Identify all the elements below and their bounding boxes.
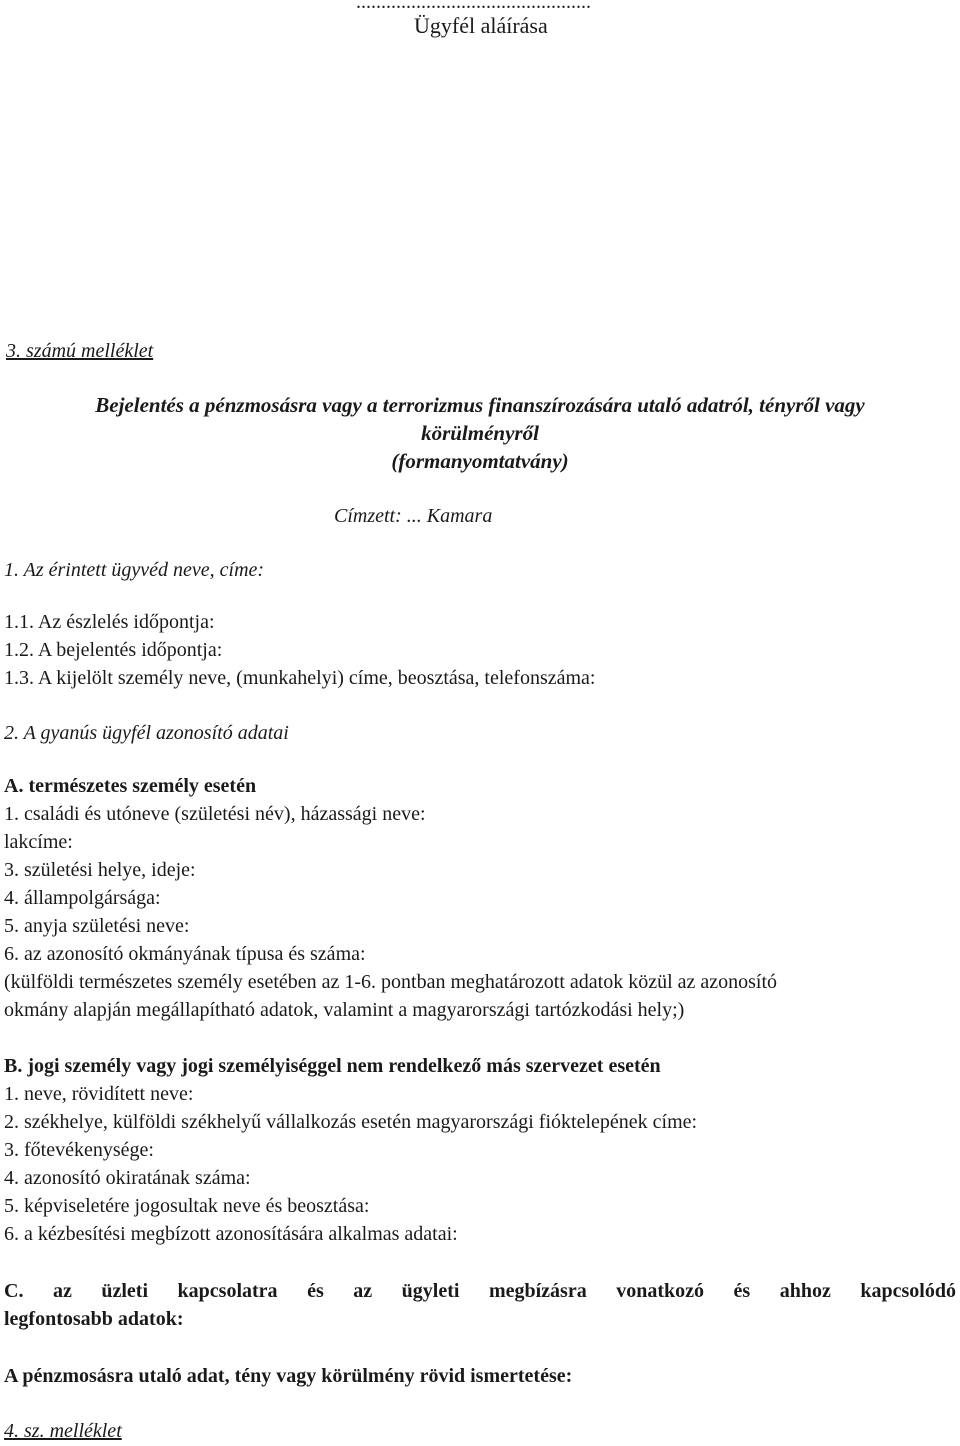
partA-item: 3. születési helye, ideje: (4, 859, 196, 881)
partC-word: C. (4, 1280, 24, 1302)
addressee: Címzett: ... Kamara (334, 505, 493, 527)
partB-item: 2. székhelye, külföldi székhelyű vállalkozás esetén magyarországi fióktelepének címe: (4, 1111, 698, 1133)
partA-item: lakcíme: (4, 831, 73, 853)
document-title-line2: körülményről (421, 421, 539, 445)
section1-item-1-2: 1.2. A bejelentés időpontja: (4, 639, 223, 661)
partA-item: 6. az azonosító okmányának típusa és száma: (4, 943, 366, 965)
partA-item: 1. családi és utóneve (születési név), házassági neve: (4, 803, 426, 825)
section1-item-1-3: 1.3. A kijelölt személy neve, (munkahelyi) címe, beosztása, telefonszáma: (4, 667, 596, 689)
partC-heading-line1 (4, 1279, 956, 1303)
partB-item: 4. azonosító okiratának száma: (4, 1167, 251, 1189)
document-title-line1: Bejelentés a pénzmosásra vagy a terrorizmus finanszírozására utaló adatról, tényről vagy (95, 393, 865, 417)
section1-heading: 1. Az érintett ügyvéd neve, címe: (4, 559, 265, 581)
partC-word: az (52, 1280, 72, 1302)
partC-word: kapcsolódó (860, 1280, 956, 1302)
partA-item: 4. állampolgársága: (4, 887, 161, 909)
annex4-heading: 4. sz. melléklet (4, 1420, 122, 1442)
partA-heading: A. természetes személy esetén (4, 775, 257, 797)
partC-word: és (733, 1280, 751, 1302)
annex3-heading: 3. számú melléklet (6, 340, 154, 362)
summary-heading: A pénzmosásra utaló adat, tény vagy körülmény rövid ismertetése: (4, 1365, 573, 1387)
partC-word: az (353, 1280, 373, 1302)
document-title-line3: (formanyomtatvány) (391, 449, 569, 473)
signature-label: Ügyfél aláírása (414, 13, 548, 38)
partA-note-line1: (külföldi természetes személy esetében az 1-6. pontban meghatározott adatok közül az azonosító (4, 971, 778, 993)
section1-item-1-1: 1.1. Az észlelés időpontja: (4, 611, 215, 633)
partC-word: és (307, 1280, 324, 1302)
partB-item: 3. főtevékenysége: (4, 1139, 154, 1161)
partB-item: 1. neve, rövidített neve: (4, 1083, 194, 1105)
partC-word: kapcsolatra (177, 1280, 278, 1302)
partB-heading: B. jogi személy vagy jogi személyiséggel nem rendelkező más szervezet esetén (4, 1055, 661, 1077)
signature-dots: ............................................... (356, 0, 591, 13)
partB-item: 5. képviseletére jogosultak neve és beosztása: (4, 1195, 370, 1217)
partA-item: 5. anyja születési neve: (4, 915, 190, 937)
partC-word: üzleti (101, 1280, 149, 1302)
partC-word: ügyleti (401, 1280, 460, 1302)
partC-word: vonatkozó (616, 1280, 705, 1302)
partC-word: megbízásra (488, 1280, 587, 1302)
partA-note-line2: okmány alapján megállapítható adatok, valamint a magyarországi tartózkodási hely;) (4, 999, 685, 1021)
section2-heading: 2. A gyanús ügyfél azonosító adatai (4, 722, 289, 744)
partC-word: ahhoz (779, 1280, 831, 1302)
partC-heading-line2: legfontosabb adatok: (4, 1308, 184, 1330)
partB-item: 6. a kézbesítési megbízott azonosítására alkalmas adatai: (4, 1223, 458, 1245)
